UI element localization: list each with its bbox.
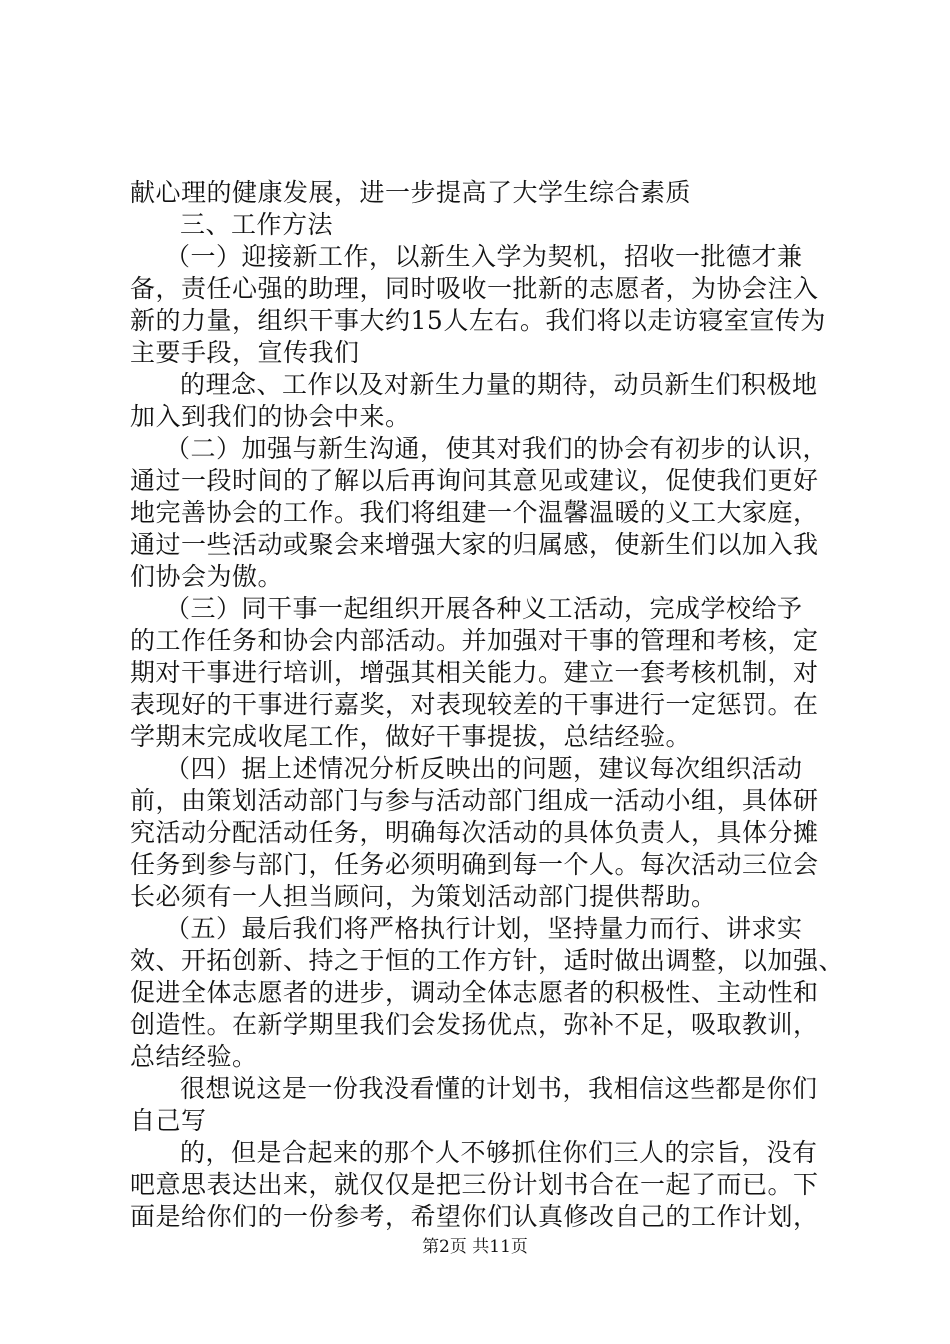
text-line: 地完善协会的工作。我们将组建一个温馨温暖的义工大家庭， [130, 498, 819, 527]
text-line: （四）据上述情况分析反映出的问题，建议每次组织活动 [165, 754, 803, 783]
text-line: 新的力量，组织干事大约15人左右。我们将以走访寝室宣传为 [130, 306, 826, 335]
text-line: 通过一段时间的了解以后再询问其意见或建议，促使我们更好 [130, 466, 819, 495]
text-line: 加入到我们的协会中来。 [130, 402, 411, 431]
text-line: 长必须有一人担当顾问，为策划活动部门提供帮助。 [130, 882, 717, 911]
text-line: 自己写 [130, 1106, 207, 1135]
text-line: （三）同干事一起组织开展各种义工活动，完成学校给予 [165, 594, 803, 623]
text-line: 的，但是合起来的那个人不够抓住你们三人的宗旨，没有 [180, 1138, 818, 1167]
text-line: 的理念、工作以及对新生力量的期待，动员新生们积极地 [180, 370, 818, 399]
text-line: 期对干事进行培训，增强其相关能力。建立一套考核机制，对 [130, 658, 819, 687]
text-line: 任务到参与部门，任务必须明确到每一个人。每次活动三位会 [130, 850, 819, 879]
text-line: （一）迎接新工作，以新生入学为契机，招收一批德才兼 [165, 242, 803, 271]
text-line: 前，由策划活动部门与参与活动部门组成一活动小组，具体研 [130, 786, 819, 815]
text-line: 究活动分配活动任务，明确每次活动的具体负责人，具体分摊 [130, 818, 819, 847]
text-line: 面是给你们的一份参考，希望你们认真修改自己的工作计划， [130, 1202, 819, 1231]
text-line: 备，责任心强的助理，同时吸收一批新的志愿者，为协会注入 [130, 274, 819, 303]
text-line: 吧意思表达出来，就仅仅是把三份计划书合在一起了而已。下 [130, 1170, 819, 1199]
page-number-footer: 第2页 共11页 [422, 1237, 528, 1257]
text-line: 表现好的干事进行嘉奖，对表现较差的干事进行一定惩罚。在 [130, 690, 819, 719]
text-line: 们协会为傲。 [130, 562, 284, 591]
text-line: 的工作任务和协会内部活动。并加强对干事的管理和考核，定 [130, 626, 819, 655]
text-line: 主要手段，宣传我们 [130, 338, 360, 367]
text-line: 献心理的健康发展，进一步提高了大学生综合素质 [130, 178, 692, 207]
text-line: （五）最后我们将严格执行计划，坚持量力而行、讲求实 [165, 914, 803, 943]
text-line: 促进全体志愿者的进步，调动全体志愿者的积极性、主动性和 [130, 978, 819, 1007]
text-line: 很想说这是一份我没看懂的计划书，我相信这些都是你们 [180, 1074, 818, 1103]
text-line: 创造性。在新学期里我们会发扬优点，弥补不足，吸取教训， [130, 1010, 819, 1039]
text-line: 通过一些活动或聚会来增强大家的归属感，使新生们以加入我 [130, 530, 819, 559]
section-heading: 三、工作方法 [180, 210, 334, 239]
text-line: 学期末完成收尾工作，做好干事提拔，总结经验。 [130, 722, 692, 751]
text-line: 效、开拓创新、持之于恒的工作方针，适时做出调整，以加强、 [130, 946, 845, 975]
text-line: 总结经验。 [130, 1042, 258, 1071]
text-line: （二）加强与新生沟通，使其对我们的协会有初步的认识， [165, 434, 829, 463]
